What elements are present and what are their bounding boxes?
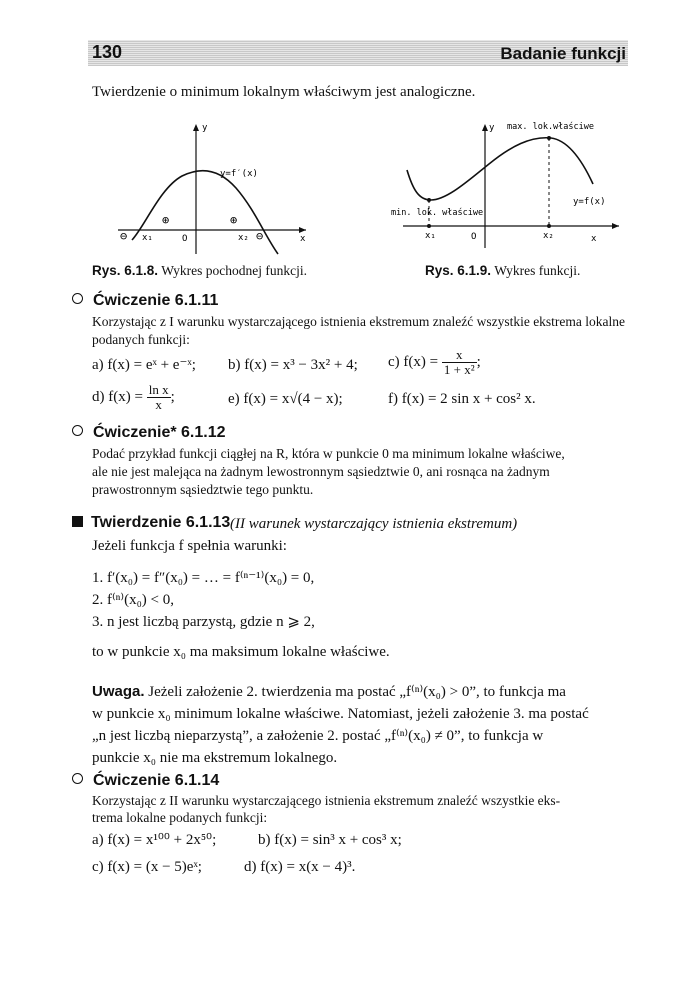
ex3-item-a: a) f(x) = x¹⁰⁰ + 2x⁵⁰; <box>92 832 217 848</box>
y-axis-label: y <box>489 123 495 133</box>
caption-fig1 <box>92 263 307 279</box>
ex1-item-c-denominator: 1 + x² <box>443 362 475 377</box>
y-axis-arrow <box>482 124 488 131</box>
theorem-condition-2: 2. f⁽ⁿ⁾(x₀) < 0, <box>92 592 175 608</box>
origin-label: O <box>471 232 477 242</box>
ex1-item-d-denominator: x <box>155 397 162 412</box>
x1-label: x₁ <box>425 231 436 241</box>
ex1-item-b: b) f(x) = x³ − 3x² + 4; <box>228 357 358 373</box>
ex1-item-c-suffix: ; <box>476 353 481 370</box>
exercise-6-1-12-line1: Podać przykład funkcji ciągłej na R, która w punkcie 0 ma minimum lokalne właściwe, <box>92 446 565 461</box>
theorem-title: Twierdzenie 6.1.13 <box>91 514 231 531</box>
x2-label: x₂ <box>543 231 554 241</box>
exercise-6-1-11-text: Korzystając z I warunku wystarczającego istnienia ekstremum znaleźć wszystkie ekstrema lokalne podanych funkcji: <box>92 314 626 347</box>
ex3-item-b: b) f(x) = sin³ x + cos³ x; <box>258 832 402 848</box>
minus-sign-1: ⊖ <box>120 229 128 243</box>
theorem-lead: Jeżeli funkcja f spełnia warunki: <box>92 538 287 554</box>
remark-line-4: punkcie x₀ nie ma ekstremum lokalnego. <box>92 750 338 766</box>
intro-text: Twierdzenie o minimum lokalnym właściwym jest analogiczne. <box>92 84 476 100</box>
ex1-item-d-numerator: ln x <box>148 382 169 397</box>
x2-point <box>547 224 551 228</box>
y-axis-label: y <box>202 123 208 133</box>
remark-line-2: w punkcie x₀ minimum lokalne właściwe. Natomiast, jeżeli założenie 3. ma postać <box>92 706 589 722</box>
ex1-item-c <box>388 348 481 377</box>
exercise-6-1-14-title: Ćwiczenie 6.1.14 <box>93 772 220 789</box>
figure-derivative-graph <box>110 118 310 258</box>
caption-fig2-number: Rys. 6.1.9. <box>425 263 492 278</box>
exercise-6-1-12-line3: prawostronnym sąsiedztwie tego punktu. <box>92 482 314 497</box>
figure-function-graph <box>385 118 625 258</box>
origin-label: O <box>182 234 188 244</box>
exercise-6-1-12-title: Ćwiczenie* 6.1.12 <box>93 424 226 441</box>
caption-fig1-text: Wykres pochodnej funkcji. <box>161 263 307 278</box>
theorem-condition-1: 1. f′(x₀) = f″(x₀) = … = f⁽ⁿ⁻¹⁾(x₀) = 0, <box>92 570 315 586</box>
exercise-6-1-14-heading <box>72 772 219 790</box>
y-axis-arrow <box>193 124 199 131</box>
remark-line-3: „n jest liczbą nieparzystą”, a założenie 2. postać „f⁽ⁿ⁾(x₀) ≠ 0”, to funkcja w <box>92 728 544 744</box>
x-axis-label: x <box>591 234 597 244</box>
ex1-item-c-prefix: c) f(x) = <box>388 353 439 370</box>
ex1-item-d-fraction <box>147 383 171 412</box>
ex1-item-e: e) f(x) = x√(4 − x); <box>228 391 343 407</box>
exercise-6-1-12-line2: ale nie jest malejąca na żadnym lewostronnym sąsiedztwie 0, ani rosnąca na żadnym <box>92 464 550 479</box>
ex1-item-a: a) f(x) = eˣ + e⁻ˣ; <box>92 357 196 373</box>
exercise-6-1-12-heading <box>72 424 226 442</box>
theorem-condition-3: 3. n jest liczbą parzystą, gdzie n ⩾ 2, <box>92 614 315 630</box>
curve-label: y=f(x) <box>573 197 606 207</box>
minus-sign-2: ⊖ <box>256 229 264 243</box>
min-label: min. lok. właściwe <box>391 208 484 218</box>
open-circle-bullet-icon <box>72 425 83 436</box>
ex1-item-f: f) f(x) = 2 sin x + cos² x. <box>388 391 536 407</box>
x-axis-arrow <box>299 227 306 233</box>
exercise-6-1-11-title: Ćwiczenie 6.1.11 <box>93 292 219 309</box>
x2-label: x₂ <box>238 233 249 243</box>
x-axis-label: x <box>300 234 306 244</box>
x-axis-arrow <box>612 223 619 229</box>
curve-label: y=f′(x) <box>220 169 258 179</box>
exercise-6-1-11-heading <box>72 292 218 310</box>
ex3-item-c: c) f(x) = (x − 5)eˣ; <box>92 859 202 875</box>
section-title: Badanie funkcji <box>500 44 626 63</box>
open-circle-bullet-icon <box>72 773 83 784</box>
ex1-item-c-numerator: x <box>442 348 477 363</box>
remark-line-1-text: Jeżeli założenie 2. twierdzenia ma postać „f⁽ⁿ⁾(x₀) > 0”, to funkcja ma <box>148 684 566 700</box>
plus-sign-2: ⊕ <box>230 213 238 227</box>
exercise-6-1-14-line1: Korzystając z II warunku wystarczającego istnienia ekstremum znaleźć wszystkie eks- <box>92 793 561 808</box>
open-circle-bullet-icon <box>72 293 83 304</box>
remark-label: Uwaga. <box>92 683 145 700</box>
theorem-conclusion: to w punkcie x₀ ma maksimum lokalne właściwe. <box>92 644 390 660</box>
max-label: max. lok.właściwe <box>507 122 594 132</box>
ex3-item-d: d) f(x) = x(x − 4)³. <box>244 859 356 875</box>
caption-fig2 <box>425 263 580 279</box>
ex1-item-d-prefix: d) f(x) = <box>92 388 143 405</box>
ex1-item-d <box>92 383 175 412</box>
plus-sign-1: ⊕ <box>162 213 170 227</box>
x1-label: x₁ <box>142 233 153 243</box>
caption-fig2-text: Wykres funkcji. <box>494 263 581 278</box>
page-number: 130 <box>92 42 123 62</box>
remark-line-1 <box>92 682 566 702</box>
theorem-heading <box>72 514 230 532</box>
theorem-subtitle: (II warunek wystarczający istnienia ekstremum) <box>230 516 518 532</box>
ex1-item-c-fraction <box>442 348 477 377</box>
ex1-item-d-suffix: ; <box>170 388 175 405</box>
exercise-6-1-14-line2: trema lokalne podanych funkcji: <box>92 810 268 825</box>
max-point <box>547 136 551 140</box>
caption-fig1-number: Rys. 6.1.8. <box>92 263 159 278</box>
function-curve <box>407 138 593 200</box>
filled-square-bullet-icon <box>72 516 83 527</box>
min-point <box>427 198 431 202</box>
x1-point <box>427 224 431 228</box>
